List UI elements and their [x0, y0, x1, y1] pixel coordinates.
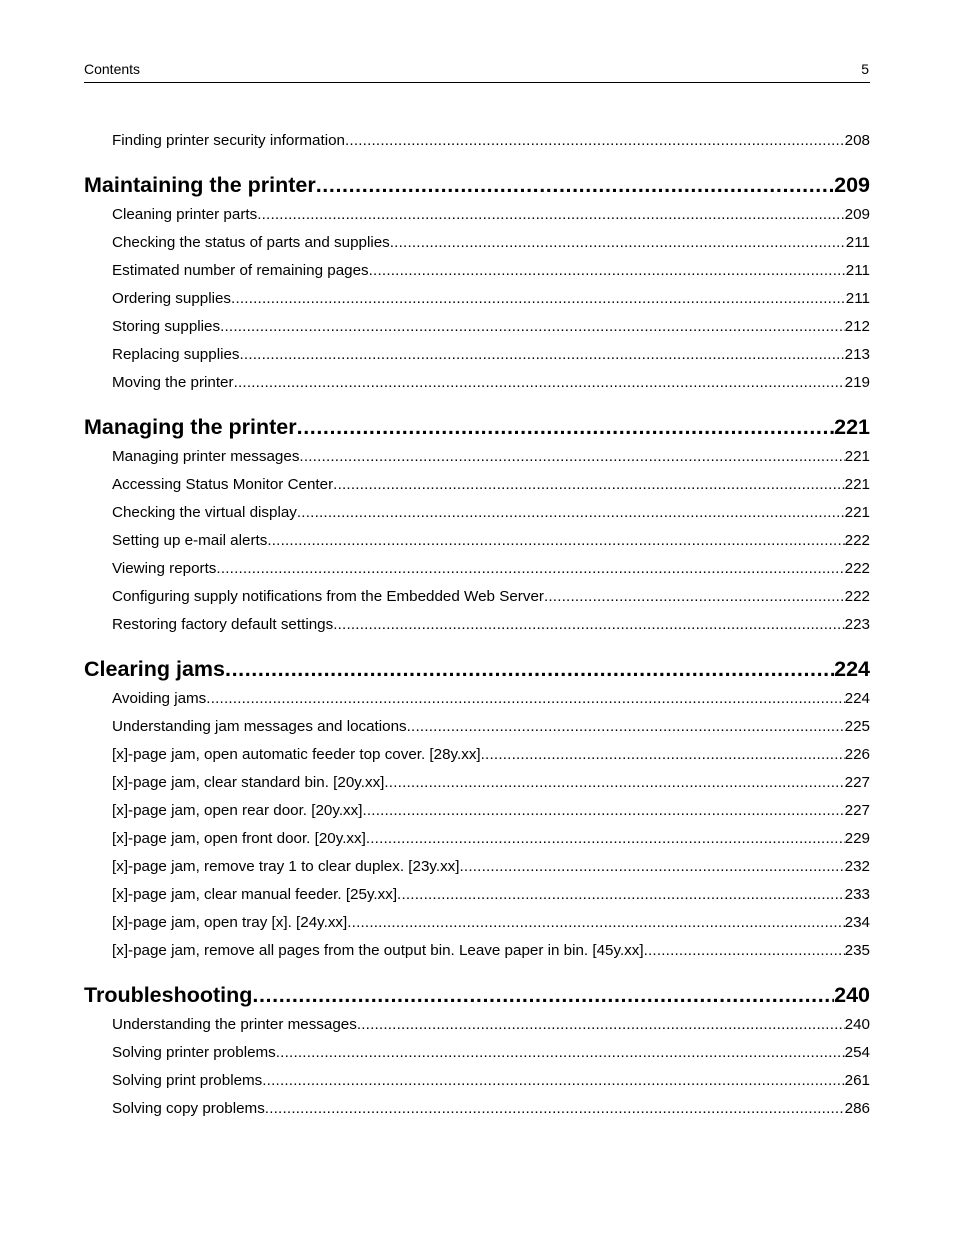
- toc-section-title: Clearing jams: [84, 657, 225, 681]
- toc-entry[interactable]: [84, 530, 870, 558]
- toc-entry-page: 211: [845, 234, 870, 251]
- toc-entry-page: 226: [844, 746, 870, 763]
- toc-entry[interactable]: [84, 1098, 870, 1126]
- toc-entry[interactable]: [84, 856, 870, 884]
- dot-leader: [347, 912, 844, 934]
- toc-entry-page: 240: [844, 1016, 870, 1033]
- dot-leader: [481, 744, 845, 766]
- toc-entry[interactable]: [84, 744, 870, 772]
- dot-leader: [384, 772, 844, 794]
- toc-entry-label: Setting up e-mail alerts: [112, 532, 268, 549]
- toc-entry-page: 221: [844, 476, 870, 493]
- dot-leader: [216, 558, 844, 580]
- dot-leader: [234, 372, 845, 394]
- toc-entry-page: 221: [844, 504, 870, 521]
- dot-leader: [390, 232, 846, 254]
- dot-leader: [316, 162, 834, 208]
- toc-entry[interactable]: [84, 716, 870, 744]
- toc-entry-page: 208: [844, 132, 870, 149]
- dot-leader: [276, 1042, 845, 1064]
- table-of-contents: [84, 130, 870, 1126]
- toc-entry-label: Understanding the printer messages: [112, 1016, 357, 1033]
- toc-entry-label: Avoiding jams: [112, 690, 207, 707]
- toc-entry-label: Solving copy problems: [112, 1100, 265, 1117]
- toc-entry-label: Checking the virtual display: [112, 504, 297, 521]
- toc-entry-label: Moving the printer: [112, 374, 234, 391]
- toc-section[interactable]: [84, 162, 870, 208]
- toc-entry[interactable]: [84, 912, 870, 940]
- toc-entry-label: [x]-page jam, open rear door. [20y.xx]: [112, 802, 363, 819]
- toc-entry-label: Solving printer problems: [112, 1044, 276, 1061]
- toc-entry-label: Understanding jam messages and locations: [112, 718, 407, 735]
- toc-entry[interactable]: [84, 204, 870, 232]
- toc-entry[interactable]: [84, 474, 870, 502]
- toc-entry-label: Checking the status of parts and supplies: [112, 234, 390, 251]
- toc-entry-page: 211: [845, 290, 870, 307]
- toc-section[interactable]: [84, 404, 870, 450]
- toc-section-title: Managing the printer: [84, 415, 297, 439]
- toc-entry[interactable]: [84, 828, 870, 856]
- toc-entry-label: Accessing Status Monitor Center: [112, 476, 334, 493]
- toc-entry[interactable]: [84, 1070, 870, 1098]
- toc-entry[interactable]: [84, 586, 870, 614]
- toc-entry-label: Restoring factory default settings: [112, 616, 334, 633]
- toc-entry-page: 261: [844, 1072, 870, 1089]
- toc-entry-page: 254: [844, 1044, 870, 1061]
- toc-entry[interactable]: [84, 940, 870, 968]
- toc-entry-label: [x]-page jam, open tray [x]. [24y.xx]: [112, 914, 348, 931]
- toc-entry-label: Estimated number of remaining pages: [112, 262, 369, 279]
- toc-entry-page: 211: [845, 262, 870, 279]
- toc-entry-page: 227: [844, 774, 870, 791]
- toc-entry-page: 222: [844, 588, 870, 605]
- dot-leader: [357, 1014, 845, 1036]
- toc-entry-label: Ordering supplies: [112, 290, 232, 307]
- dot-leader: [362, 800, 844, 822]
- toc-entry[interactable]: [84, 288, 870, 316]
- toc-entry[interactable]: [84, 260, 870, 288]
- toc-entry-label: [x]-page jam, clear standard bin. [20y.xx]: [112, 774, 385, 791]
- toc-entry-label: Storing supplies: [112, 318, 221, 335]
- toc-entry-page: 225: [844, 718, 870, 735]
- toc-entry[interactable]: [84, 558, 870, 586]
- toc-section[interactable]: [84, 972, 870, 1018]
- toc-entry-label: Replacing supplies: [112, 346, 240, 363]
- toc-entry-label: Configuring supply notifications from the Embedded Web Server: [112, 588, 544, 605]
- dot-leader: [262, 1070, 844, 1092]
- toc-entry-page: 224: [844, 690, 870, 707]
- dot-leader: [257, 204, 844, 226]
- toc-entry-page: 222: [844, 532, 870, 549]
- toc-entry-page: 229: [844, 830, 870, 847]
- toc-entry-page: 223: [844, 616, 870, 633]
- toc-entry-page: 219: [844, 374, 870, 391]
- toc-entry[interactable]: [84, 800, 870, 828]
- dot-leader: [231, 288, 846, 310]
- toc-section-page: 240: [834, 983, 870, 1007]
- toc-entry-page: 221: [844, 448, 870, 465]
- toc-section-page: 224: [834, 657, 870, 681]
- toc-section-page: 221: [834, 415, 870, 439]
- toc-entry[interactable]: [84, 502, 870, 530]
- toc-entry-label: [x]-page jam, remove all pages from the output bin. Leave paper in bin. [45y.xx]: [112, 942, 644, 959]
- dot-leader: [333, 614, 844, 636]
- toc-entry[interactable]: [84, 1014, 870, 1042]
- dot-leader: [297, 404, 835, 450]
- toc-section-page: 209: [834, 173, 870, 197]
- toc-entry[interactable]: [84, 344, 870, 372]
- dot-leader: [252, 972, 834, 1018]
- dot-leader: [206, 688, 844, 710]
- toc-entry-label: Managing printer messages: [112, 448, 300, 465]
- dot-leader: [397, 884, 845, 906]
- dot-leader: [345, 130, 845, 152]
- toc-entry[interactable]: [84, 316, 870, 344]
- toc-section-title: Maintaining the printer: [84, 173, 316, 197]
- toc-entry-page: 233: [844, 886, 870, 903]
- dot-leader: [369, 260, 846, 282]
- dot-leader: [366, 828, 845, 850]
- toc-entry-label: Solving print problems: [112, 1072, 263, 1089]
- toc-entry[interactable]: [84, 884, 870, 912]
- toc-entry-page: 209: [844, 206, 870, 223]
- dot-leader: [297, 502, 845, 524]
- dot-leader: [225, 646, 834, 692]
- dot-leader: [267, 530, 844, 552]
- toc-entry[interactable]: [84, 614, 870, 642]
- toc-entry[interactable]: [84, 688, 870, 716]
- toc-entry-page: 213: [844, 346, 870, 363]
- toc-section[interactable]: [84, 646, 870, 692]
- toc-entry[interactable]: [84, 1042, 870, 1070]
- toc-entry-label: [x]-page jam, clear manual feeder. [25y.xx]: [112, 886, 398, 903]
- header-page-number: 5: [861, 61, 869, 77]
- toc-entry-label: [x]-page jam, open front door. [20y.xx]: [112, 830, 366, 847]
- toc-entry-label: Viewing reports: [112, 560, 217, 577]
- dot-leader: [299, 446, 844, 468]
- dot-leader: [220, 316, 845, 338]
- toc-section-title: Troubleshooting: [84, 983, 253, 1007]
- toc-entry-page: 235: [844, 942, 870, 959]
- dot-leader: [240, 344, 845, 366]
- toc-entry[interactable]: [84, 232, 870, 260]
- header-title: Contents: [84, 61, 141, 77]
- toc-entry[interactable]: [84, 372, 870, 400]
- dot-leader: [265, 1098, 845, 1120]
- toc-entry-page: 227: [844, 802, 870, 819]
- toc-entry[interactable]: [84, 130, 870, 158]
- toc-entry-page: 222: [844, 560, 870, 577]
- toc-entry-page: 286: [844, 1100, 870, 1117]
- toc-entry-label: Cleaning printer parts: [112, 206, 258, 223]
- toc-entry-page: 234: [844, 914, 870, 931]
- page-header: [84, 60, 870, 83]
- toc-entry-page: 212: [844, 318, 870, 335]
- dot-leader: [460, 856, 845, 878]
- toc-entry-page: 232: [844, 858, 870, 875]
- toc-entry-label: Finding printer security information: [112, 132, 345, 149]
- dot-leader: [644, 940, 845, 962]
- toc-entry[interactable]: [84, 772, 870, 800]
- toc-entry-label: [x]-page jam, remove tray 1 to clear duplex. [23y.xx]: [112, 858, 460, 875]
- toc-entry[interactable]: [84, 446, 870, 474]
- toc-entry-label: [x]-page jam, open automatic feeder top cover. [28y.xx]: [112, 746, 481, 763]
- dot-leader: [333, 474, 844, 496]
- dot-leader: [544, 586, 845, 608]
- dot-leader: [407, 716, 845, 738]
